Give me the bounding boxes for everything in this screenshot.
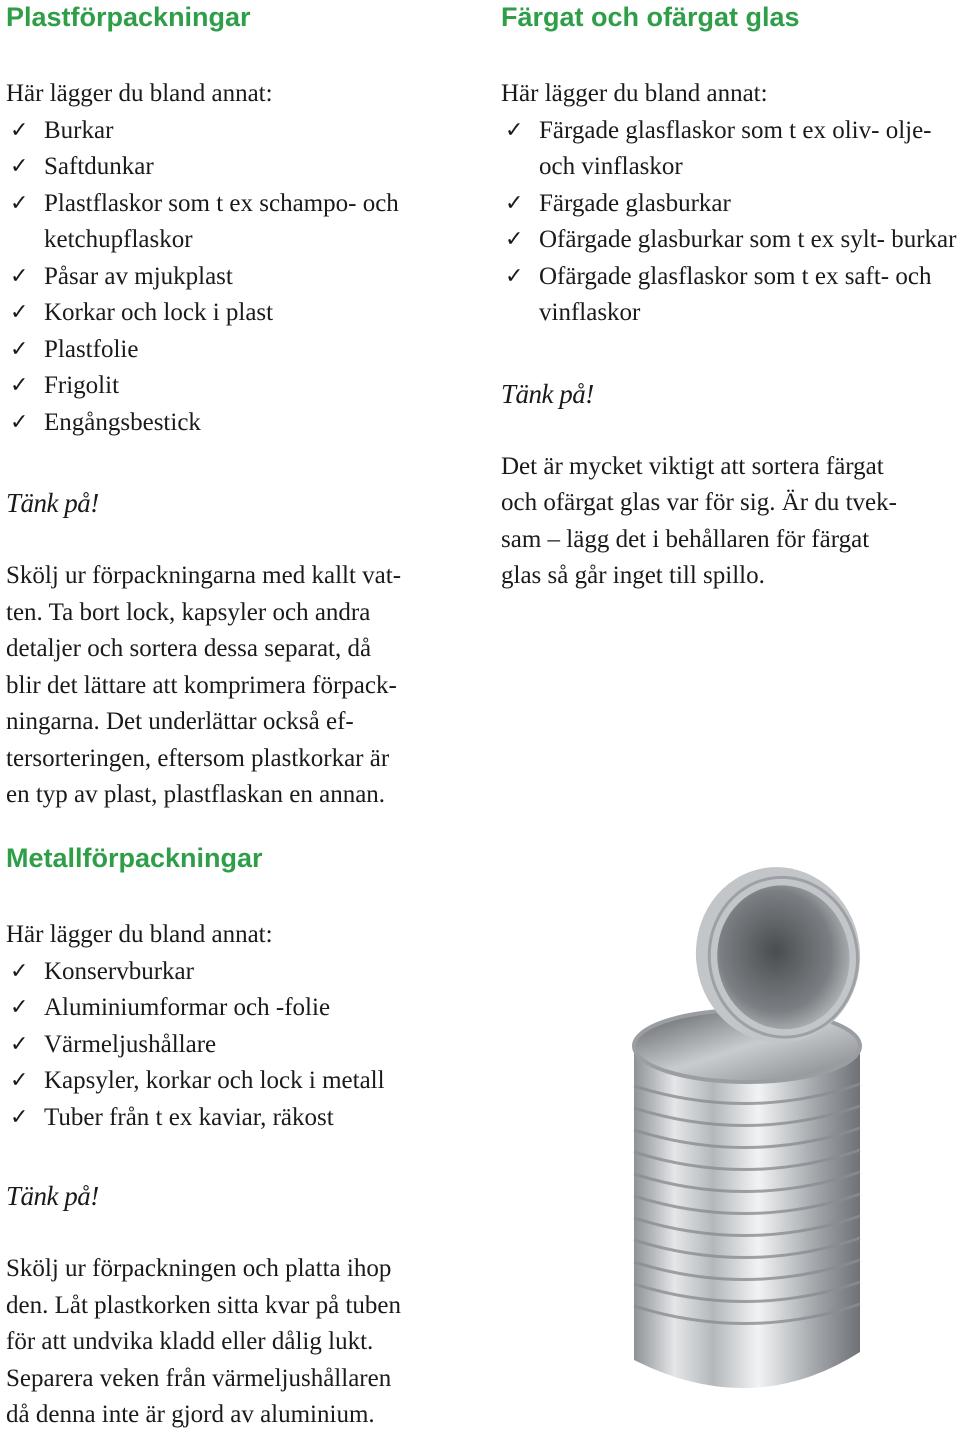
checkmark-icon: ✓ bbox=[10, 154, 29, 179]
tip-line: ten. Ta bort lock, kapsyler och andra bbox=[6, 598, 371, 626]
list-item-text: Påsar av mjukplast bbox=[44, 262, 233, 290]
tip-line: detaljer och sortera dessa separat, då bbox=[6, 635, 372, 662]
tip-line: glas så går inget till spillo. bbox=[501, 562, 765, 589]
list-item bbox=[501, 186, 959, 223]
list-item-text: Färgade glasflaskor som t ex oliv- olje- och vinflaskor bbox=[539, 116, 932, 180]
list-item bbox=[6, 368, 474, 405]
list-item-text: Kapsyler, korkar och lock i metall bbox=[44, 1067, 385, 1094]
tip-line: tersorteringen, eftersom plastkorkar är bbox=[6, 744, 390, 772]
tip-line: och ofärgat glas var för sig. Är du tvek- bbox=[501, 489, 897, 516]
section-heading: Metallförpackningar bbox=[6, 843, 263, 873]
list-item-text: Frigolit bbox=[44, 372, 120, 399]
tip-label: Tänk på! bbox=[6, 1181, 99, 1211]
tip-line: Skölj ur förpackningen och platta ihop bbox=[6, 1255, 392, 1282]
item-checklist bbox=[501, 113, 959, 332]
section-heading: Färgat och ofärgat glas bbox=[501, 2, 800, 32]
list-item bbox=[501, 222, 959, 259]
tip-line: Det är mycket viktigt att sortera färgat bbox=[501, 452, 884, 480]
list-item-text: Engångsbestick bbox=[44, 408, 201, 436]
list-intro: Här lägger du bland annat: bbox=[6, 921, 273, 948]
checkmark-icon: ✓ bbox=[10, 336, 29, 362]
list-item-text: Korkar och lock i plast bbox=[44, 299, 274, 326]
tip-line: Separera veken från värmeljushållaren bbox=[6, 1364, 392, 1392]
list-item bbox=[6, 332, 474, 369]
list-item bbox=[6, 405, 474, 442]
checkmark-icon: ✓ bbox=[10, 373, 29, 398]
list-item-text: Saftdunkar bbox=[44, 153, 154, 180]
list-item bbox=[6, 186, 474, 259]
list-item-text: Ofärgade glasflaskor som t ex saft- och vinflaskor bbox=[539, 262, 932, 326]
tip-line: för att undvika kladd eller dålig lukt. bbox=[6, 1328, 374, 1355]
tip-line: den. Låt plastkorken sitta kvar på tuben bbox=[6, 1291, 402, 1319]
tip-line: blir det lättare att komprimera förpack- bbox=[6, 671, 397, 699]
section-plast bbox=[6, 2, 474, 814]
section-heading: Plastförpackningar bbox=[6, 2, 251, 32]
checkmark-icon: ✓ bbox=[10, 995, 29, 1020]
checkmark-icon: ✓ bbox=[10, 190, 29, 216]
tip-paragraph bbox=[6, 1251, 476, 1434]
list-item bbox=[6, 295, 474, 332]
checkmark-icon: ✓ bbox=[10, 409, 29, 435]
list-item-text: Konservburkar bbox=[44, 957, 194, 985]
section-glas bbox=[501, 2, 959, 595]
checkmark-icon: ✓ bbox=[505, 263, 524, 289]
tip-label: Tänk på! bbox=[501, 378, 594, 409]
list-item-text: Ofärgade glasburkar som t ex sylt- burkar bbox=[539, 226, 957, 253]
list-item bbox=[501, 113, 959, 186]
tip-line: en typ av plast, plastflaskan en annan. bbox=[6, 781, 386, 808]
list-item bbox=[6, 149, 474, 186]
item-checklist bbox=[6, 113, 474, 442]
checkmark-icon: ✓ bbox=[10, 117, 29, 143]
tip-line: då denna inte är gjord av aluminium. bbox=[6, 1401, 375, 1428]
list-item-text: Burkar bbox=[44, 116, 114, 144]
list-item bbox=[6, 1063, 476, 1100]
checkmark-icon: ✓ bbox=[505, 117, 524, 143]
list-item bbox=[6, 1027, 476, 1064]
tip-line: Skölj ur förpackningarna med kallt vat- bbox=[6, 562, 402, 589]
tip-line: ningarna. Det underlättar också ef- bbox=[6, 708, 354, 735]
list-item-text: Färgade glasburkar bbox=[539, 189, 731, 217]
list-item-text: Värmeljushållare bbox=[44, 1030, 217, 1058]
can-body bbox=[634, 1046, 860, 1388]
list-item-text: Plastfolie bbox=[44, 335, 139, 363]
list-intro: Här lägger du bland annat: bbox=[6, 80, 273, 107]
tip-paragraph bbox=[6, 558, 474, 814]
checkmark-icon: ✓ bbox=[10, 958, 29, 984]
checkmark-icon: ✓ bbox=[10, 1104, 29, 1130]
tin-can-image bbox=[628, 860, 878, 1400]
list-item bbox=[501, 259, 959, 332]
list-item-text: Tuber från t ex kaviar, räkost bbox=[44, 1103, 334, 1131]
list-item bbox=[6, 1100, 476, 1137]
list-item bbox=[6, 990, 476, 1027]
checkmark-icon: ✓ bbox=[10, 300, 29, 325]
list-item bbox=[6, 259, 474, 296]
list-item bbox=[6, 113, 474, 150]
list-item bbox=[6, 954, 476, 991]
checkmark-icon: ✓ bbox=[505, 190, 524, 216]
section-metall bbox=[6, 843, 476, 1434]
list-item-text: Plastflaskor som t ex schampo- och ketchupflaskor bbox=[44, 189, 399, 253]
tip-paragraph bbox=[501, 449, 959, 595]
item-checklist bbox=[6, 954, 476, 1137]
checkmark-icon: ✓ bbox=[10, 1031, 29, 1057]
tip-line: sam – lägg det i behållaren för färgat bbox=[501, 525, 870, 553]
checkmark-icon: ✓ bbox=[505, 227, 524, 252]
checkmark-icon: ✓ bbox=[10, 1068, 29, 1093]
tip-label: Tänk på! bbox=[6, 488, 99, 518]
checkmark-icon: ✓ bbox=[10, 263, 29, 289]
list-item-text: Aluminiumformar och -folie bbox=[44, 994, 331, 1021]
list-intro: Här lägger du bland annat: bbox=[501, 80, 768, 107]
